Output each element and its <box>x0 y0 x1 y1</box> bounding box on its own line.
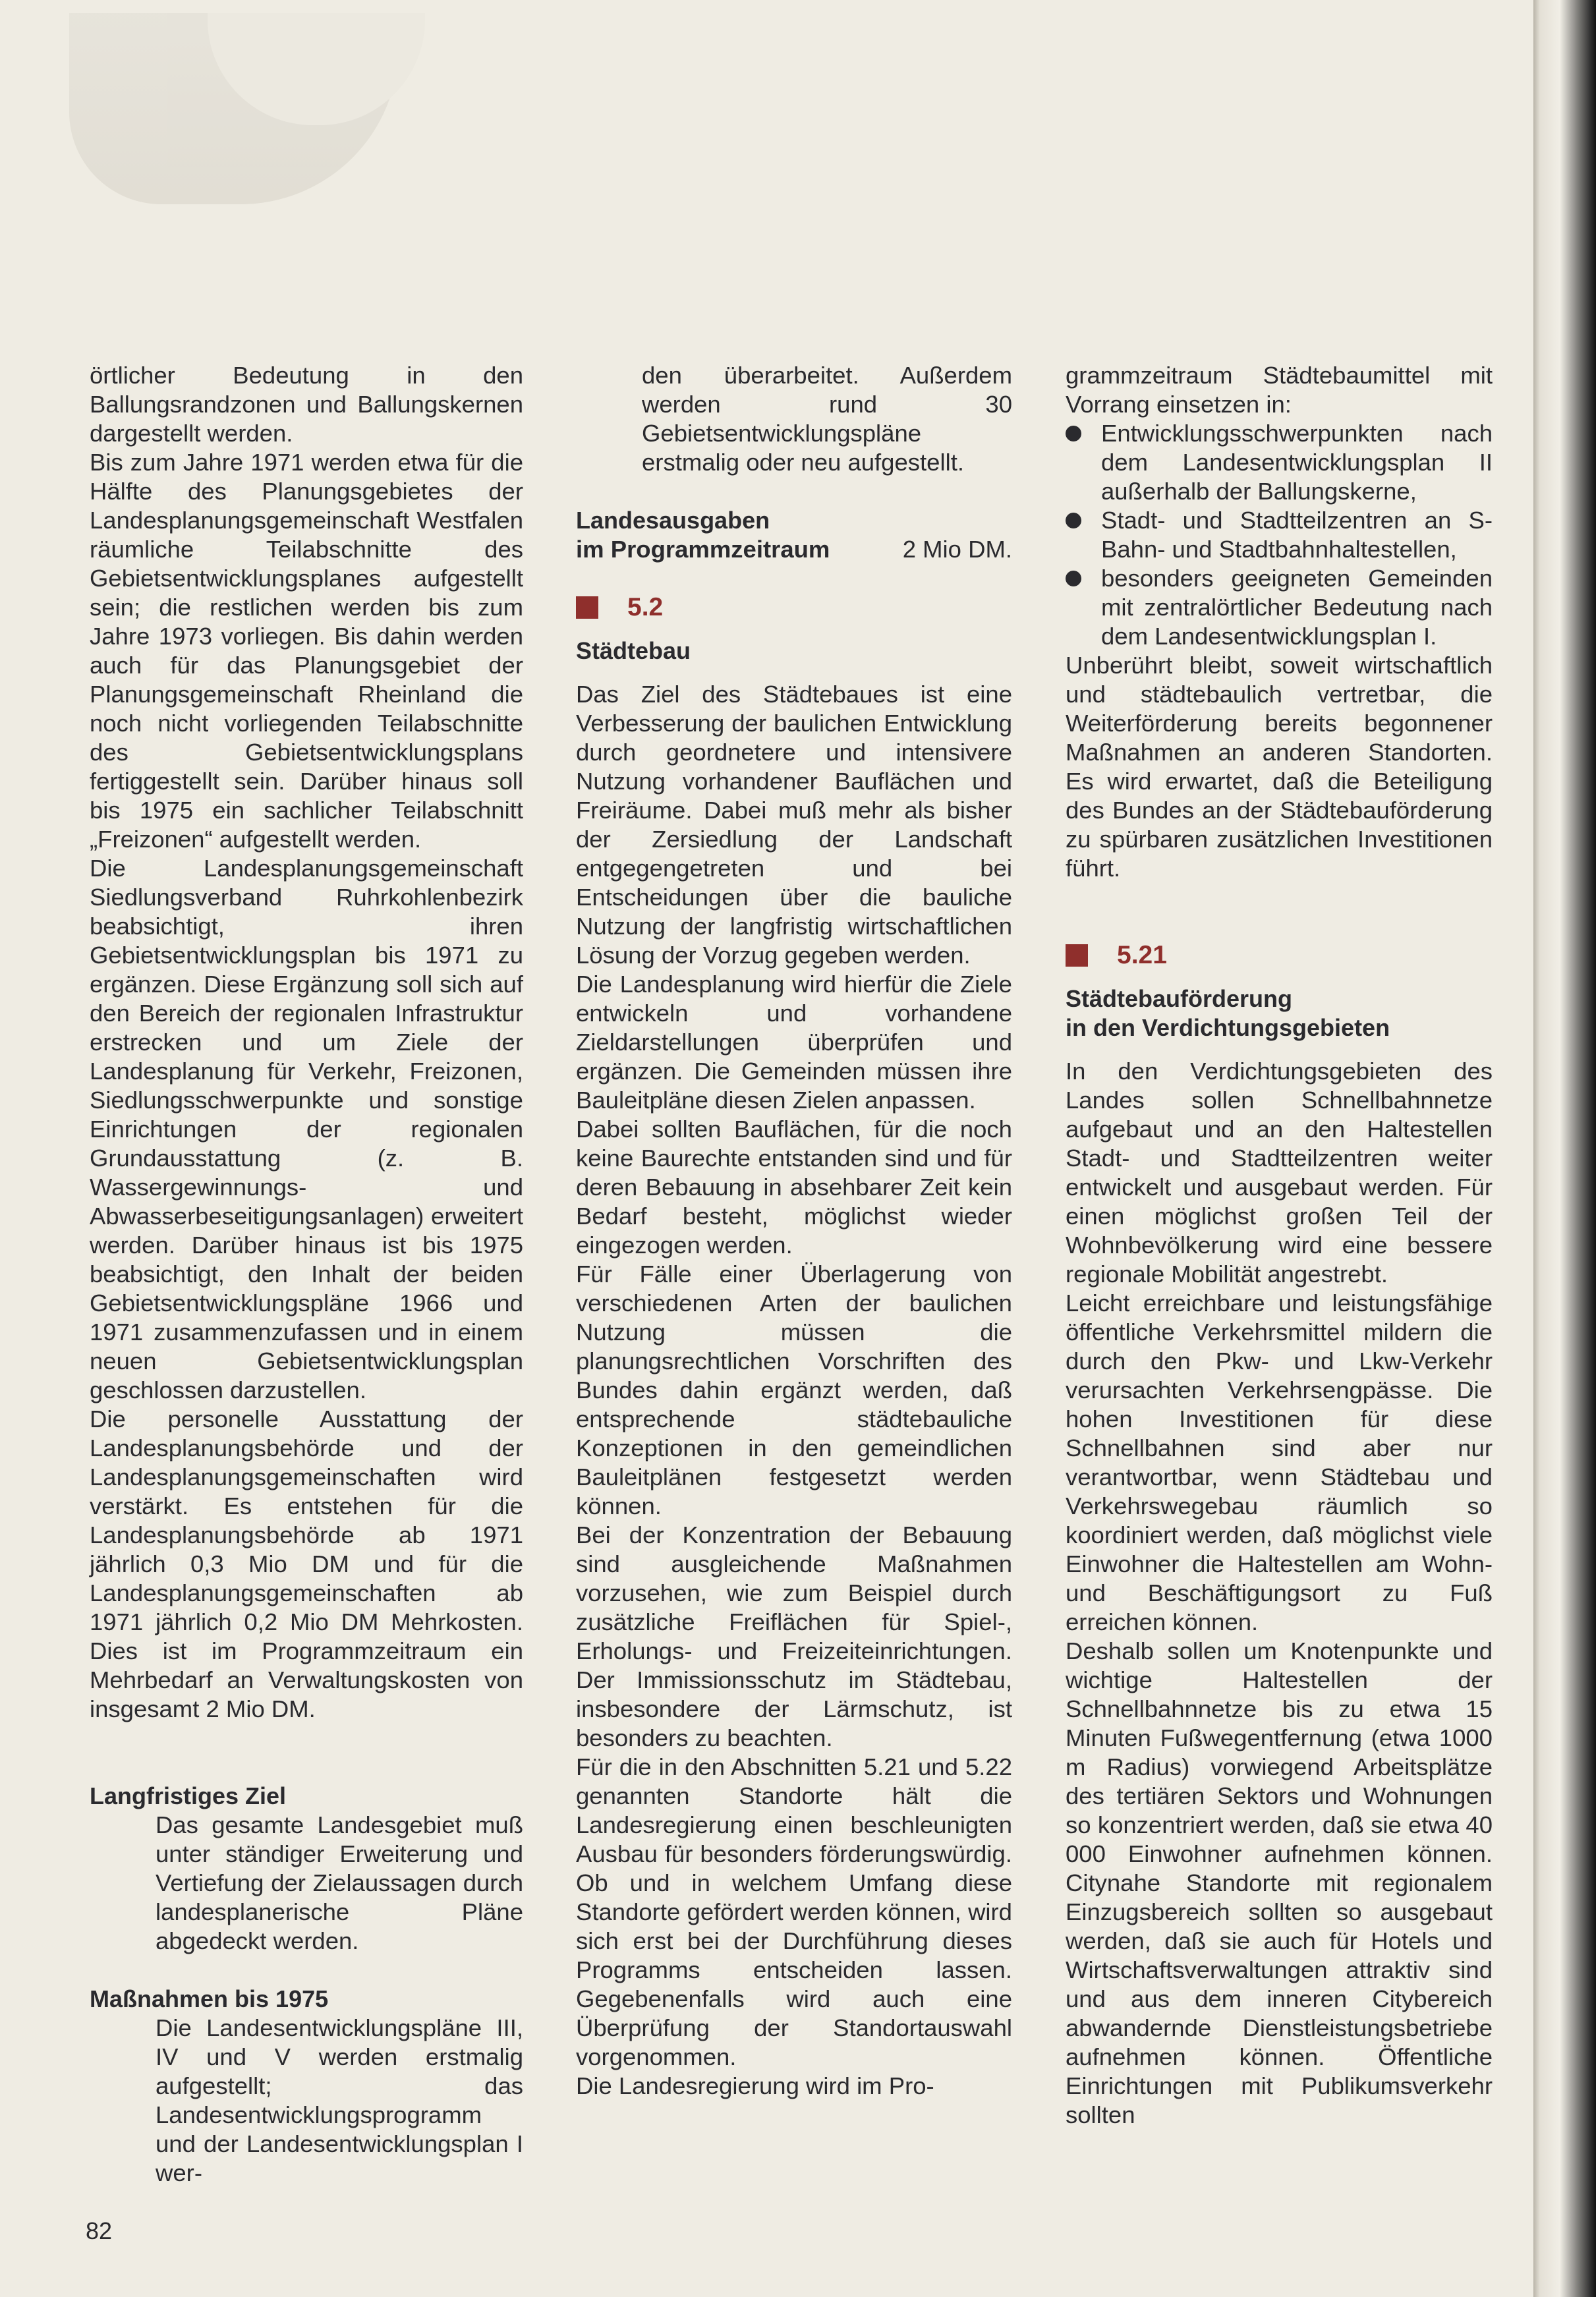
landesausgaben-value: 2 Mio DM. <box>902 536 1012 563</box>
section-number: 5.21 <box>1117 941 1167 969</box>
landesausgaben-row <box>576 535 1012 564</box>
heading-landesausgaben: Landesausgaben <box>576 507 770 534</box>
paragraph: Unberührt bleibt, soweit wirtschaftlich und städtebaulich vertretbar, die Weiterförderung bereits begonnener Maßnahmen an anderen Standorten. Es wird erwartet, daß die Beteiligung des Bundes an der Städtebauförderung zu spürbaren zusätzlichen Investitionen führt. <box>1066 652 1493 882</box>
heading-massnahmen: Maßnahmen bis 1975 <box>90 1985 329 2012</box>
list-item <box>1066 419 1493 506</box>
paragraph: örtlicher Bedeutung in den Ballungsrandzonen und Ballungskernen dargestellt werden. <box>90 362 523 447</box>
section-number: 5.2 <box>627 593 664 621</box>
paragraph: Bis zum Jahre 1971 werden etwa für die Hälfte des Planungsgebietes der Landesplanungsgemeinschaft Westfalen räumliche Teilabschnitte des Gebietsentwicklungsplanes aufgestellt sein; die restlichen werden bis zum Jahre 1973 vorliegen. Bis dahin werden auch für das Planungsgebiet der Planungsgemeinschaft Rheinland die noch nicht vorliegenden Teilabschnitte des Gebietsentwicklungsplans fertiggestellt sein. Darüber hinaus soll bis 1975 ein sachlicher Teilabschnitt „Freizonen“ aufgestellt werden. <box>90 449 523 853</box>
section-number-watermark <box>69 13 399 204</box>
paragraph: Die Landesentwicklungspläne III, IV und V werden erstmalig aufgestellt; das Landesentwicklungsprogramm und der Landesentwicklungsplan I wer- <box>156 2014 523 2186</box>
paragraph: Dabei sollten Bauflächen, für die noch keine Baurechte entstanden sind und für deren Bebauung in absehbarer Zeit kein Bedarf besteht, möglichst wieder eingezogen werden. <box>576 1116 1012 1259</box>
paragraph: Leicht erreichbare und leistungsfähige öffentliche Verkehrsmittel mildern die durch den Pkw- und Lkw-Verkehr verursachten Verkehrsengpässe. Die hohen Investitionen für diese Schnellbahnen sind aber nur verantwortbar, wenn Städtebau und Verkehrswegebau räumlich so koordiniert werden, daß möglichst viele Einwohner die Haltestellen am Wohn- und Beschäftigungsort zu Fuß erreichen können. <box>1066 1290 1493 1635</box>
list-item-text: besonders geeigneten Gemeinden mit zentralörtlicher Bedeutung nach dem Landesentwicklungsplan I. <box>1101 565 1493 650</box>
paragraph: Das Ziel des Städtebaues ist eine Verbesserung der baulichen Entwicklung durch geordnetere und intensivere Nutzung vorhandener Bauflächen und Freiräume. Dabei muß mehr als bisher der Zersiedlung der Landschaft entgegengetreten und bei Entscheidungen über die bauliche Nutzung der langfristig wirtschaftlichen Lösung der Vorzug gegeben werden. <box>576 681 1012 969</box>
bullet-icon <box>1066 426 1081 441</box>
list-item-text: Stadt- und Stadtteilzentren an S-Bahn- und Stadtbahnhaltestellen, <box>1101 507 1493 563</box>
list-item-text: Entwicklungsschwerpunkten nach dem Landesentwicklungsplan II außerhalb der Ballungskerne, <box>1101 420 1493 505</box>
section-subtitle: in den Verdichtungsgebieten <box>1066 1014 1390 1041</box>
page-number: 82 <box>86 2217 113 2244</box>
paragraph: Bei der Konzentration der Bebauung sind ausgleichende Maßnahmen vorzusehen, wie zum Beispiel durch zusätzliche Freiflächen für Spiel-, Erholungs- und Freizeiteinrichtungen. Der Immissionsschutz im Städtebau, insbesondere der Lärmschutz, ist besonders zu beachten. <box>576 1521 1012 1751</box>
paragraph: Die Landesplanungsgemeinschaft Siedlungsverband Ruhrkohlenbezirk beabsichtigt, ihren Gebietsentwicklungsplan bis 1971 zu ergänzen. Diese Ergänzung soll sich auf den Bereich der regionalen Infrastruktur erstrecken und um Ziele der Landesplanung für Verkehr, Freizonen, Siedlungsschwerpunkte und sonstige Einrichtungen der regionalen Grundausstattung (z. B. Wassergewinnungs- und Abwasserbeseitigungsanlagen) erweitert werden. Darüber hinaus ist bis 1975 beabsichtigt, den Inhalt der beiden Gebietsentwicklungspläne 1966 und 1971 zusammenzufassen und in einem neuen Gebietsentwicklungsplan geschlossen darzustellen. <box>90 855 523 1404</box>
section-5-21-header <box>1066 941 1493 970</box>
column-1 <box>90 361 523 2188</box>
bullet-icon <box>1066 513 1081 528</box>
section-marker-icon <box>576 596 598 619</box>
paragraph: Deshalb sollen um Knotenpunkte und wichtige Haltestellen der Schnellbahnnetze bis zu etwa 15 Minuten Fußwegentfernung (etwa 1000 m Radius) vorwiegend Arbeitsplätze des tertiären Sektors und Wohnungen so konzentriert werden, daß sie etwa 40 000 Einwohner aufnehmen können. Citynahe Standorte mit regionalem Einzugsbereich sollten so ausgebaut werden, daß sie auch für Hotels und Wirtschaftsverwaltungen attraktiv sind und aus dem inneren Citybereich abwandernde Dienstleistungsbetriebe aufnehmen können. Öffentliche Einrichtungen mit Publikumsverkehr sollten <box>1066 1637 1493 2128</box>
paragraph: Die Landesregierung wird im Pro- <box>576 2072 934 2099</box>
list-item <box>1066 506 1493 564</box>
paragraph: Das gesamte Landesgebiet muß unter ständiger Erweiterung und Vertiefung der Zielaussagen durch landesplanerische Pläne abgedeckt werden. <box>156 1811 523 1954</box>
list-item <box>1066 564 1493 651</box>
paragraph: Die Landesplanung wird hierfür die Ziele entwickeln und vorhandene Zieldarstellungen überprüfen und ergänzen. Die Gemeinden müssen ihre Bauleitpläne diesen Zielen anpassen. <box>576 971 1012 1114</box>
paragraph: Die personelle Ausstattung der Landesplanungsbehörde und der Landesplanungsgemeinschaften wird verstärkt. Es entstehen für die Landesplanungsbehörde ab 1971 jährlich 0,3 Mio DM und für die Landesplanungsgemeinschaften ab 1971 jährlich 0,2 Mio DM Mehrkosten. Dies ist im Programmzeitraum ein Mehrbedarf an Verwaltungskosten von insgesamt 2 Mio DM. <box>90 1405 523 1722</box>
heading-langfristiges-ziel: Langfristiges Ziel <box>90 1782 287 1809</box>
next-page-edge <box>1533 0 1596 2297</box>
section-title: Städtebauförderung <box>1066 985 1293 1012</box>
section-5-2-header <box>576 593 1012 622</box>
landesausgaben-label: im Programmzeitraum <box>576 536 830 563</box>
section-marker-icon <box>1066 944 1088 967</box>
paragraph: Für Fälle einer Überlagerung von verschiedenen Arten der baulichen Nutzung müssen die planungsrechtlichen Vorschriften des Bundes dahin ergänzt werden, daß entsprechende städtebauliche Konzeptionen in den gemeindlichen Bauleitplänen festgesetzt werden können. <box>576 1261 1012 1519</box>
column-2 <box>576 361 1012 2101</box>
column-3 <box>1066 361 1493 2130</box>
section-title: Städtebau <box>576 637 691 664</box>
bullet-icon <box>1066 571 1081 586</box>
paragraph: In den Verdichtungsgebieten des Landes sollen Schnellbahnnetze aufgebaut und an den Haltestellen Stadt- und Stadtteilzentren weiter entwickelt und ausgebaut werden. Für einen möglichst großen Teil der Wohnbevölkerung wird eine bessere regionale Mobilität angestrebt. <box>1066 1058 1493 1288</box>
paragraph: grammzeitraum Städtebaumittel mit Vorrang einsetzen in: <box>1066 362 1493 418</box>
paragraph: Für die in den Abschnitten 5.21 und 5.22 genannten Standorte hält die Landesregierung einen beschleunigten Ausbau für besonders förderungswürdig. Ob und in welchem Umfang diese Standorte gefördert werden können, wird sich erst bei der Durchführung dieses Programms entscheiden lassen. Gegebenenfalls wird auch eine Überprüfung der Standortauswahl vorgenommen. <box>576 1753 1012 2070</box>
paragraph: den überarbeitet. Außerdem werden rund 30 Gebietsentwicklungspläne erstmalig oder neu aufgestellt. <box>642 362 1012 476</box>
